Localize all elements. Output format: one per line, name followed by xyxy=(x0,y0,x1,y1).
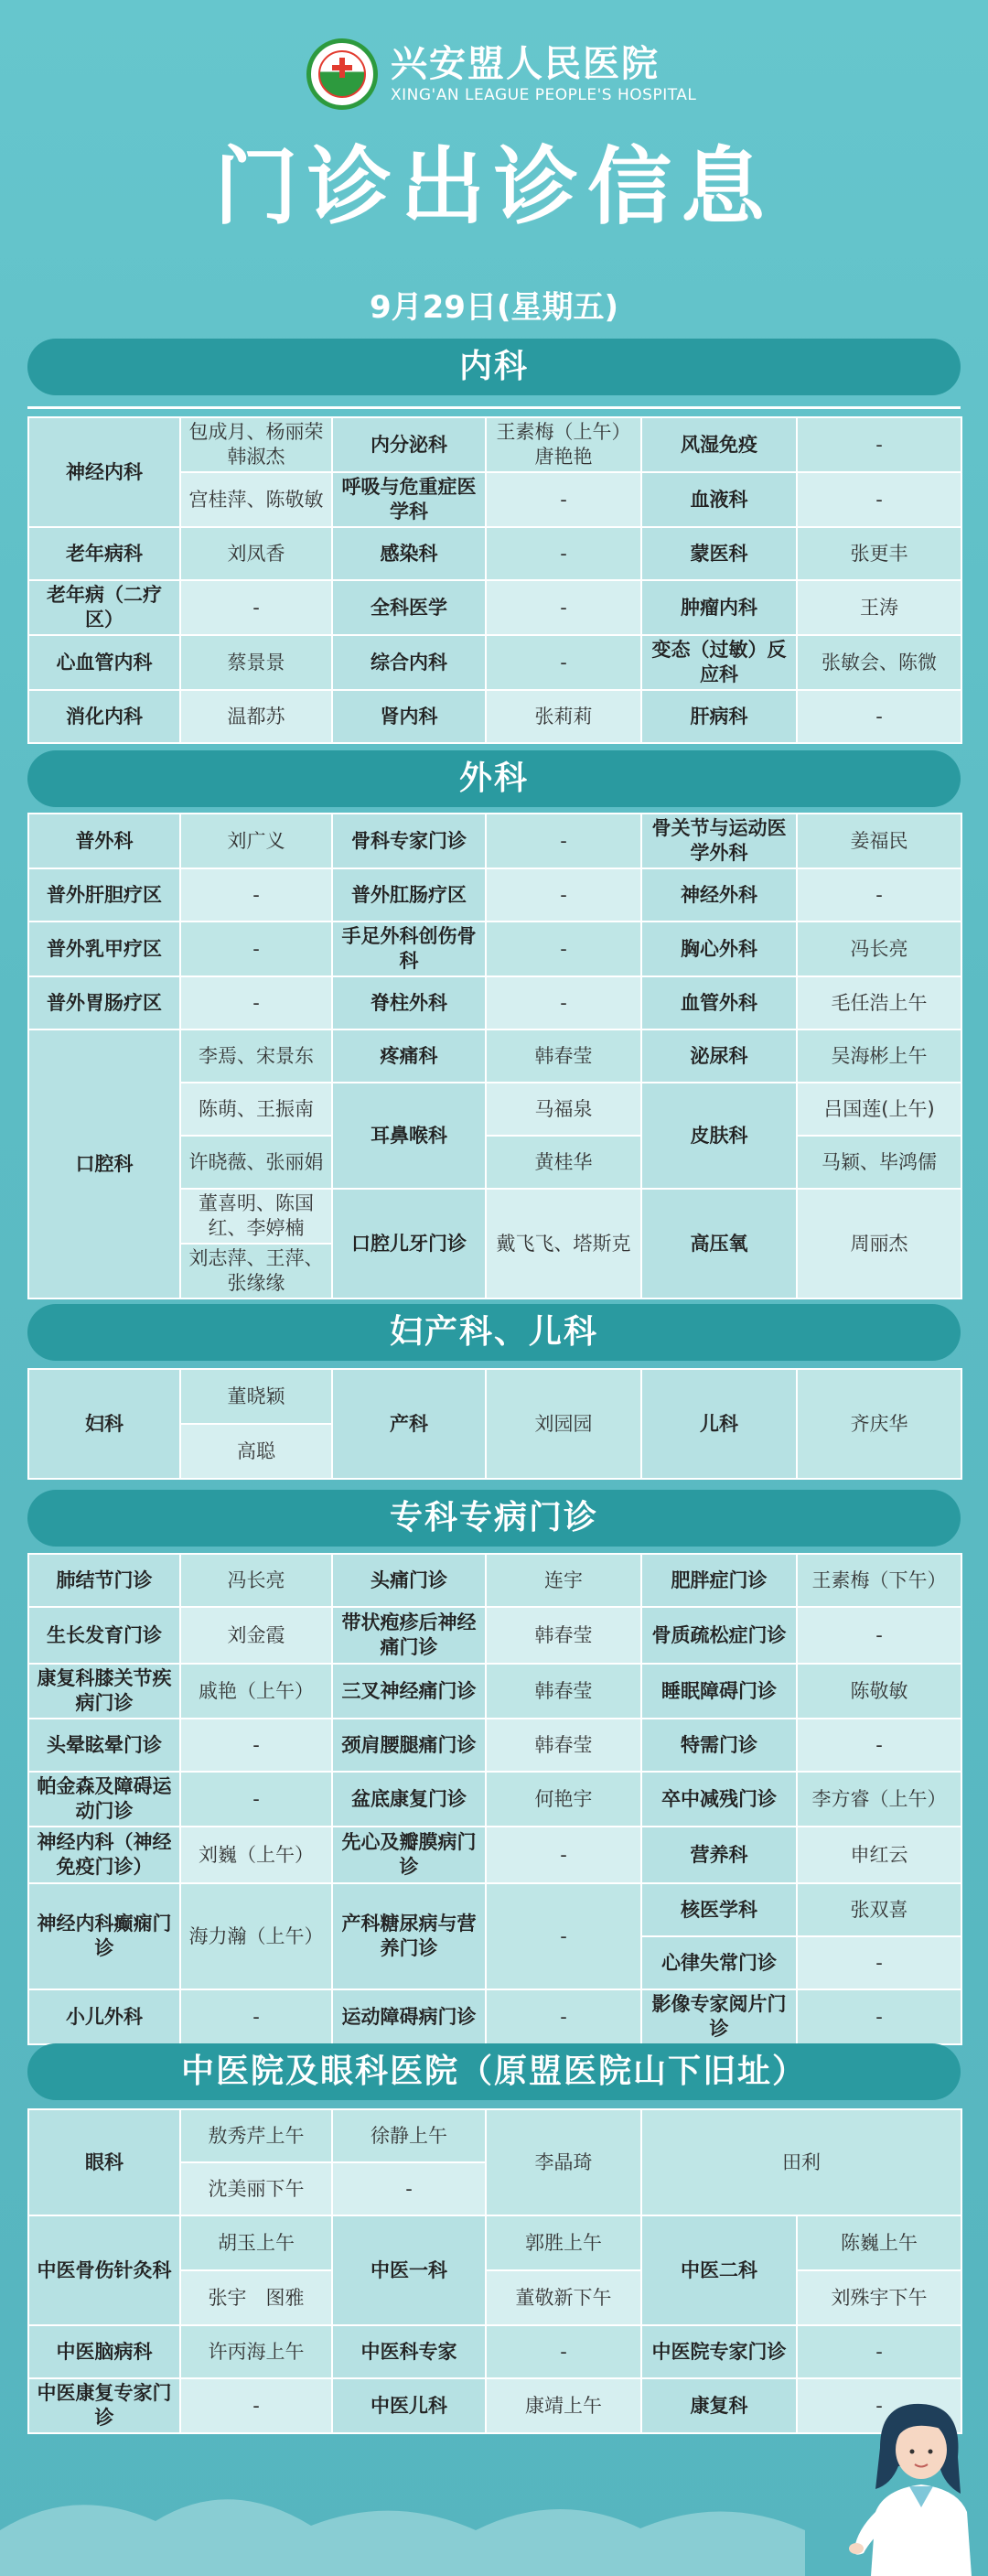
doctor-cell: 毛任浩上午 xyxy=(797,976,961,1029)
doctor-cell: 刘巍（上午） xyxy=(180,1827,332,1883)
doctor-cell: - xyxy=(797,472,961,527)
doctor-cell: 蔡景景 xyxy=(180,635,332,690)
doctor-cell: - xyxy=(486,814,641,868)
dept-cell: 中医骨伤针灸科 xyxy=(28,2215,180,2325)
dept-cell: 肥胖症门诊 xyxy=(641,1554,797,1607)
dept-cell: 肾内科 xyxy=(332,690,486,743)
doctor-cell: 李晶琦 xyxy=(486,2109,641,2215)
dept-cell: 三叉神经痛门诊 xyxy=(332,1664,486,1719)
doctor-cell: 包成月、杨丽荣 韩淑杰 xyxy=(180,417,332,472)
dept-cell: 手足外科创伤骨科 xyxy=(332,922,486,976)
doctor-cell: 刘殊宇下午 xyxy=(797,2270,961,2325)
fuer-table xyxy=(27,1368,962,1480)
section-zhuanke: 专科专病门诊 xyxy=(27,1490,961,1547)
dept-cell: 普外科 xyxy=(28,814,180,868)
dept-cell: 骨质疏松症门诊 xyxy=(641,1607,797,1664)
dept-cell: 带状疱疹后神经痛门诊 xyxy=(332,1607,486,1664)
doctor-cell: 沈美丽下午 xyxy=(180,2162,332,2215)
section-fuer: 妇产科、儿科 xyxy=(27,1304,961,1361)
doctor-cell: 董喜明、陈国红、李婷楠 xyxy=(180,1189,332,1244)
dept-cell: 中医康复专家门诊 xyxy=(28,2378,180,2433)
dept-cell: 产科糖尿病与营养门诊 xyxy=(332,1883,486,1989)
dept-cell: 普外肝胆疗区 xyxy=(28,868,180,922)
dept-cell: 变态（过敏）反应科 xyxy=(641,635,797,690)
dept-cell: 运动障碍病门诊 xyxy=(332,1989,486,2044)
doctor-cell: 连宇 xyxy=(486,1554,641,1607)
doctor-cell: 刘园园 xyxy=(486,1369,641,1479)
doctor-cell: 戴飞飞、塔斯克 xyxy=(486,1189,641,1299)
dept-cell: 神经内科（神经免疫门诊） xyxy=(28,1827,180,1883)
dept-cell: 消化内科 xyxy=(28,690,180,743)
dept-cell: 心血管内科 xyxy=(28,635,180,690)
page-title: 门诊出诊信息 xyxy=(213,138,774,236)
doctor-cell: 姜福民 xyxy=(797,814,961,868)
dept-cell: 卒中减残门诊 xyxy=(641,1772,797,1827)
neike-table xyxy=(27,416,962,744)
doctor-cell: - xyxy=(797,2325,961,2378)
dept-cell: 泌尿科 xyxy=(641,1029,797,1083)
dept-cell: 眼科 xyxy=(28,2109,180,2215)
doctor-cell: 马福泉 xyxy=(486,1083,641,1136)
zhongyi-table xyxy=(27,2108,962,2434)
doctor-cell: 陈萌、王振南 xyxy=(180,1083,332,1136)
section-zhongyi: 中医院及眼科医院（原盟医院山下旧址） xyxy=(27,2043,961,2100)
dept-cell: 脊柱外科 xyxy=(332,976,486,1029)
doctor-cell: 陈巍上午 xyxy=(797,2215,961,2270)
doctor-cell: 董晓颖 xyxy=(180,1369,332,1424)
zhuanke-table xyxy=(27,1553,962,2045)
doctor-cell: 冯长亮 xyxy=(180,1554,332,1607)
dept-cell: 口腔儿牙门诊 xyxy=(332,1189,486,1299)
doctor-cell: - xyxy=(797,2378,961,2433)
doctor-cell: - xyxy=(486,2325,641,2378)
doctor-cell: - xyxy=(797,868,961,922)
dept-cell: 皮肤科 xyxy=(641,1083,797,1189)
dept-cell: 中医科专家 xyxy=(332,2325,486,2378)
dept-cell: 中医一科 xyxy=(332,2215,486,2325)
doctor-cell: 吕国莲(上午) xyxy=(797,1083,961,1136)
doctor-cell: - xyxy=(797,417,961,472)
doctor-cell: 马颖、毕鸿儒 xyxy=(797,1136,961,1189)
dept-cell: 康复科 xyxy=(641,2378,797,2433)
dept-cell: 胸心外科 xyxy=(641,922,797,976)
dept-cell: 肿瘤内科 xyxy=(641,580,797,635)
doctor-cell: - xyxy=(332,2162,486,2215)
dept-cell: 普外乳甲疗区 xyxy=(28,922,180,976)
dept-cell: 高压氧 xyxy=(641,1189,797,1299)
dept-cell: 产科 xyxy=(332,1369,486,1479)
doctor-cell: 戚艳（上午） xyxy=(180,1664,332,1719)
doctor-cell: - xyxy=(180,2378,332,2433)
doctor-cell: 董敬新下午 xyxy=(486,2270,641,2325)
section-neike: 内科 xyxy=(27,339,961,395)
doctor-cell: - xyxy=(180,868,332,922)
doctor-cell: 许晓薇、张丽娟 xyxy=(180,1136,332,1189)
doctor-cell: 张更丰 xyxy=(797,527,961,580)
doctor-cell: - xyxy=(486,472,641,527)
hospital-name-cn: 兴安盟人民医院 xyxy=(391,43,660,85)
nurse-illustration-icon xyxy=(843,2393,981,2576)
dept-cell: 小儿外科 xyxy=(28,1989,180,2044)
dept-cell: 耳鼻喉科 xyxy=(332,1083,486,1189)
hospital-name-en: XING'AN LEAGUE PEOPLE'S HOSPITAL xyxy=(391,86,697,104)
dept-cell: 神经内科 xyxy=(28,417,180,527)
dept-cell: 康复科膝关节疾病门诊 xyxy=(28,1664,180,1719)
doctor-cell: - xyxy=(797,1989,961,2044)
doctor-cell: - xyxy=(797,690,961,743)
doctor-cell: 韩春莹 xyxy=(486,1719,641,1772)
dept-cell: 感染科 xyxy=(332,527,486,580)
dept-cell: 特需门诊 xyxy=(641,1719,797,1772)
doctor-cell: - xyxy=(180,1719,332,1772)
dept-cell: 神经内科癫痫门诊 xyxy=(28,1883,180,1989)
dept-cell: 风湿免疫 xyxy=(641,417,797,472)
doctor-cell: - xyxy=(180,922,332,976)
doctor-cell: 韩春莹 xyxy=(486,1607,641,1664)
doctor-cell: - xyxy=(486,1883,641,1989)
dept-cell: 神经外科 xyxy=(641,868,797,922)
doctor-cell: 海力瀚（上午） xyxy=(180,1883,332,1989)
dept-cell: 心律失常门诊 xyxy=(641,1936,797,1989)
dept-cell: 骨关节与运动医学外科 xyxy=(641,814,797,868)
doctor-cell: 张宇 图雅 xyxy=(180,2270,332,2325)
doctor-cell: 胡玉上午 xyxy=(180,2215,332,2270)
doctor-cell: 宫桂萍、陈敬敏 xyxy=(180,472,332,527)
doctor-cell: 韩春莹 xyxy=(486,1029,641,1083)
doctor-cell: - xyxy=(486,1827,641,1883)
dept-cell: 中医院专家门诊 xyxy=(641,2325,797,2378)
dept-cell: 血管外科 xyxy=(641,976,797,1029)
dept-cell: 影像专家阅片门诊 xyxy=(641,1989,797,2044)
dept-cell: 骨科专家门诊 xyxy=(332,814,486,868)
doctor-cell: - xyxy=(180,1989,332,2044)
doctor-cell: 刘广义 xyxy=(180,814,332,868)
dept-cell: 帕金森及障碍运动门诊 xyxy=(28,1772,180,1827)
doctor-cell: 周丽杰 xyxy=(797,1189,961,1299)
dept-cell: 普外胃肠疗区 xyxy=(28,976,180,1029)
dept-cell: 中医二科 xyxy=(641,2215,797,2325)
dept-cell: 老年病（二疗区） xyxy=(28,580,180,635)
doctor-cell: 吴海彬上午 xyxy=(797,1029,961,1083)
dept-cell: 血液科 xyxy=(641,472,797,527)
dept-cell: 老年病科 xyxy=(28,527,180,580)
dept-cell: 综合内科 xyxy=(332,635,486,690)
dept-cell: 疼痛科 xyxy=(332,1029,486,1083)
doctor-cell: - xyxy=(797,1719,961,1772)
doctor-cell: 徐静上午 xyxy=(332,2109,486,2162)
dept-cell: 颈肩腰腿痛门诊 xyxy=(332,1719,486,1772)
dept-cell: 盆底康复门诊 xyxy=(332,1772,486,1827)
doctor-cell: 冯长亮 xyxy=(797,922,961,976)
doctor-cell: 李方睿（上午） xyxy=(797,1772,961,1827)
doctor-cell: - xyxy=(180,580,332,635)
doctor-cell: - xyxy=(180,1772,332,1827)
doctor-cell: 刘凤香 xyxy=(180,527,332,580)
doctor-cell: - xyxy=(180,976,332,1029)
dept-cell: 蒙医科 xyxy=(641,527,797,580)
doctor-cell: 温都苏 xyxy=(180,690,332,743)
doctor-cell: 申红云 xyxy=(797,1827,961,1883)
doctor-cell: - xyxy=(486,976,641,1029)
cloud-decoration-icon xyxy=(0,2448,988,2576)
dept-cell: 肺结节门诊 xyxy=(28,1554,180,1607)
dept-cell: 全科医学 xyxy=(332,580,486,635)
section-divider xyxy=(27,406,961,409)
dept-cell: 肝病科 xyxy=(641,690,797,743)
dept-cell: 普外肛肠疗区 xyxy=(332,868,486,922)
doctor-cell: 康靖上午 xyxy=(486,2378,641,2433)
schedule-date: 9月29日(星期五) xyxy=(369,289,619,326)
doctor-cell: 王涛 xyxy=(797,580,961,635)
dept-cell: 内分泌科 xyxy=(332,417,486,472)
dept-cell: 头痛门诊 xyxy=(332,1554,486,1607)
doctor-cell: 郭胜上午 xyxy=(486,2215,641,2270)
doctor-cell: 黄桂华 xyxy=(486,1136,641,1189)
dept-cell: 营养科 xyxy=(641,1827,797,1883)
doctor-cell: 李焉、宋景东 xyxy=(180,1029,332,1083)
doctor-cell: - xyxy=(486,635,641,690)
doctor-cell: 王素梅（下午） xyxy=(797,1554,961,1607)
waike-table xyxy=(27,813,962,1299)
doctor-cell: 张敏会、陈微 xyxy=(797,635,961,690)
dept-cell: 生长发育门诊 xyxy=(28,1607,180,1664)
doctor-cell: - xyxy=(486,922,641,976)
doctor-cell: 王素梅（上午） 唐艳艳 xyxy=(486,417,641,472)
doctor-cell: 刘金霞 xyxy=(180,1607,332,1664)
dept-cell: 头晕眩晕门诊 xyxy=(28,1719,180,1772)
doctor-cell: 何艳宇 xyxy=(486,1772,641,1827)
dept-cell: 呼吸与危重症医学科 xyxy=(332,472,486,527)
dept-cell: 先心及瓣膜病门诊 xyxy=(332,1827,486,1883)
doctor-cell: - xyxy=(797,1936,961,1989)
doctor-cell: 高聪 xyxy=(180,1424,332,1479)
dept-cell: 核医学科 xyxy=(641,1883,797,1936)
doctor-cell: - xyxy=(797,1607,961,1664)
doctor-cell: 张双喜 xyxy=(797,1883,961,1936)
dept-cell: 中医儿科 xyxy=(332,2378,486,2433)
dept-cell: 儿科 xyxy=(641,1369,797,1479)
dept-cell: 妇科 xyxy=(28,1369,180,1479)
dept-cell: 睡眠障碍门诊 xyxy=(641,1664,797,1719)
doctor-cell: - xyxy=(486,868,641,922)
doctor-cell: 许丙海上午 xyxy=(180,2325,332,2378)
dept-cell: 中医脑病科 xyxy=(28,2325,180,2378)
hospital-emblem-icon xyxy=(306,38,378,110)
doctor-cell: 刘志萍、王萍、张缘缘 xyxy=(180,1244,332,1299)
doctor-cell: 韩春莹 xyxy=(486,1664,641,1719)
doctor-cell: 敖秀芹上午 xyxy=(180,2109,332,2162)
dept-cell: 口腔科 xyxy=(28,1029,180,1299)
doctor-cell: 张莉莉 xyxy=(486,690,641,743)
hospital-logo xyxy=(306,38,696,110)
section-waike: 外科 xyxy=(27,750,961,807)
doctor-cell: - xyxy=(486,527,641,580)
doctor-cell: - xyxy=(486,580,641,635)
doctor-cell: 陈敬敏 xyxy=(797,1664,961,1719)
doctor-cell: - xyxy=(486,1989,641,2044)
doctor-cell: 齐庆华 xyxy=(797,1369,961,1479)
doctor-cell: 田利 xyxy=(641,2109,961,2215)
